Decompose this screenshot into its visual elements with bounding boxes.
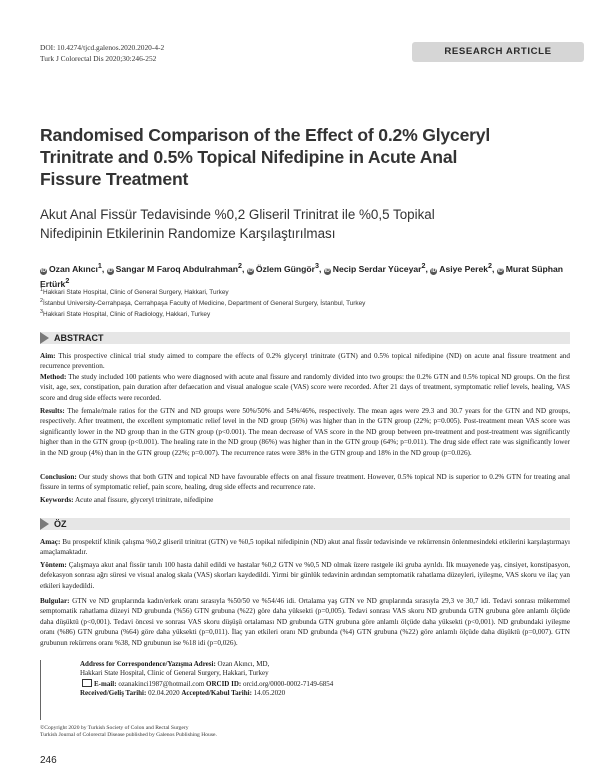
correspondence-line: E-mail: ozanakinci1987@hotmail.com ORCID ID: orcid.org/0000-0002-7149-6854 (80, 679, 560, 689)
correspondence-line: Hakkari State Hospital, Clinic of General Surgery, Hakkari, Turkey (80, 669, 269, 678)
article-title (40, 124, 570, 190)
orcid-icon[interactable]: iD (431, 267, 437, 274)
triangle-icon (40, 332, 49, 344)
oz-heading-bar (40, 518, 570, 530)
article-subtitle (40, 205, 570, 243)
affiliation: $^2$İstanbul University-Cerrahpaşa, Cerrahpaşa Faculty of Medicine, Department of General Surgery, İstanbul, Turkey (40, 298, 366, 308)
orcid-icon[interactable]: iD (324, 267, 330, 274)
oz-yontem: Yöntem: Çalışmaya akut anal fissür tanılı 100 hasta dahil edildi ve hastalar %0,2 GTN ve %0,5 ND olmak üzere rastgele iki gruba ayrıldı. İlk muayenede yaş, cinsiyet, konstipasyon, defekasyon sonrası ağrı süresi ve visual analog skala (VAS) skorları kaydedildi. Yirmi bir günlük tedavinin ardından semptomatik rahatlama düzeyleri, iyileşme, VAS skoru ve ilaç yan etkileri kaydedildi. (40, 561, 571, 590)
affiliation: $^3$Hakkari State Hospital, Clinic of Radiology, Hakkari, Turkey (40, 309, 211, 319)
correspondence-block (80, 660, 560, 699)
copyright-line: ©Copyright 2020 by Turkish Society of Colon and Rectal Surgery (40, 725, 189, 731)
envelope-icon (82, 679, 92, 687)
abstract-heading: ABSTRACT (54, 333, 104, 343)
title-line: Fissure Treatment (40, 169, 189, 189)
orcid-link[interactable]: orcid.org/0000-0002-7149-6854 (242, 679, 334, 688)
triangle-icon (40, 518, 49, 530)
title-line: Trinitrate and 0.5% Topical Nifedipine in Acute Anal (40, 147, 458, 167)
article-type-badge: RESEARCH ARTICLE (412, 42, 584, 62)
oz-amac: Amaç: Bu prospektif klinik çalışma %0,2 gliseril trinitrat (GTN) ve %0,5 topikal nifedipinin (ND) akut anal fissür tedavisinde ve rekürrensin önlenmesindeki etkilerini karşılaştırmayı amaçlamaktadır. (40, 538, 571, 557)
orcid-icon[interactable]: iD (247, 267, 253, 274)
orcid-icon[interactable]: iD (41, 267, 46, 274)
abstract-conclusion: Conclusion: Our study shows that both GTN and topical ND have favourable effects on anal fissure treatment. However, 0.5% topical ND is superior to 0.2% GTN for treating anal fissure in terms of symptomatic relief, pain score, healing, drug side effects and recurrence rate. (40, 473, 570, 492)
author[interactable]: iD Necip Serdar Yüceyar$^2$, (324, 262, 431, 274)
abstract-aim: Aim: This prospective clinical trial study aimed to compare the effects of 0.2% glyceryl trinitrate (GTN) and 0.5% topical nifedipine (ND) on acute anal fissure treatment and recurrence prevention. (40, 352, 570, 371)
affiliation: $^1$Hakkari State Hospital, Clinic of General Surgery, Hakkari, Turkey (40, 287, 229, 297)
abstract-results: Results: The female/male ratios for the GTN and ND groups were 50%/50% and 54%/46%, respectively. The mean ages were 29.3 and 30.7 years for the GTN and ND groups, respectively. After treatment, the excellent symptomatic relief level in the ND group (56%) was higher than in the GTN group (22%; p=0.005). Post-treatment mean VAS score was significantly lower in the ND group than in the GTN group (p<0.001). The mean decrease of VAS score in the ND group between pre-treatment and post-treatment was significantly higher than in the GTN group (p<0.001). The healing rate in the ND group (86%) was higher than in the GTN group (64%; p=0.011). The drug side effect rate was significantly lower in the ND group (4%) than in the GTN group (22%; p=0.007). The recurrence rates were 38% in the GTN group and 18% in the ND group (p=0.026). (40, 407, 570, 457)
correspondence-line: Received/Geliş Tarihi: 02.04.2020 Accepted/Kabul Tarihi: 14.05.2020 (80, 689, 286, 698)
citation: Turk J Colorectal Dis 2020;30:246-252 (40, 54, 157, 63)
author[interactable]: iD Ozan Akıncı$^1$, (41, 262, 107, 274)
orcid-icon[interactable]: iD (107, 267, 113, 274)
abstract-keywords: Keywords: Acute anal fissure, glyceryl trinitrate, nifedipine (40, 496, 214, 504)
orcid-icon[interactable]: iD (497, 267, 503, 274)
author[interactable]: iD Özlem Güngör$^3$, (247, 262, 324, 274)
author[interactable]: iD Asiye Perek$^2$, (431, 262, 497, 274)
correspondence-divider (40, 660, 41, 720)
copyright (40, 725, 560, 740)
page-number: 246 (40, 755, 57, 766)
copyright-line: Turkish Journal of Colorectal Disease published by Galenos Publishing House. (40, 732, 217, 739)
abstract-method: Method: The study included 100 patients who were diagnosed with acute anal fissure and randomly divided into two groups: the 0.2% GTN and 0.5% topical ND groups. On the first visit, age, sex, constipation, pain duration after defaecation and visual analogue scale (VAS) score were recorded. After 21 days of treatment, symptomatic relief levels, healing, VAS score and drug side effects were recorded. (40, 373, 570, 402)
oz-heading: ÖZ (54, 519, 67, 529)
doi: DOI: 10.4274/tjcd.galenos.2020.2020-4-2 (40, 43, 165, 52)
subtitle-line: Akut Anal Fissür Tedavisinde %0,2 Gliseril Trinitrat ile %0,5 Topikal (40, 207, 435, 222)
subtitle-line: Nifedipinin Etkilerinin Randomize Karşılaştırılması (40, 226, 336, 241)
abstract-heading-bar (40, 332, 570, 344)
title-line: Randomised Comparison of the Effect of 0.2% Glyceryl (40, 125, 491, 145)
author[interactable]: iD Murat Süphan Ertürk$^2$ (40, 263, 564, 289)
correspondence-line: Address for Correspondence/Yazışma Adresi: Ozan Akıncı, MD, (80, 660, 270, 668)
author[interactable]: iD Sangar M Faroq Abdulrahman$^2$, (107, 262, 247, 274)
oz-bulgular: Bulgular: GTN ve ND gruplarında kadın/erkek oranı sırasıyla %50/50 ve %54/46 idi. Ortalama yaş GTN ve ND gruplarında sırasıyla 29,3 ve 30,7 idi. Tedavi sonrası mükemmel semptomatik rahatlama düzeyi ND grubunda (%56) GTN grubuna (%22) göre daha yüksekti (p=0,005). Tedavi sonrası VAS skoru ND grubunda GTN grubuna göre anlamlı ölçüde daha düşüktü (p<0,001). Tedavi öncesi ve sonrası VAS skoru düşüşü ortalaması ND grubunda GTN grubuna göre anlamlı ölçüde daha yüksekti (p<0,001). ND grubundaki iyileşme oranı (%86) GTN grubuna (%64) göre daha yüksekti (p=0,011). İlaç yan etkileri oranı ND grubunda (%4) GTN grubuna (%22) göre anlamlı ölçüde daha düşüktü (p=0,007). GTN grubunun rekürrens oranı %38, ND grubunun ise %18 idi (p=0,026). (40, 597, 570, 647)
email-link[interactable]: ozanakinci1987@hotmail.com (118, 679, 205, 688)
